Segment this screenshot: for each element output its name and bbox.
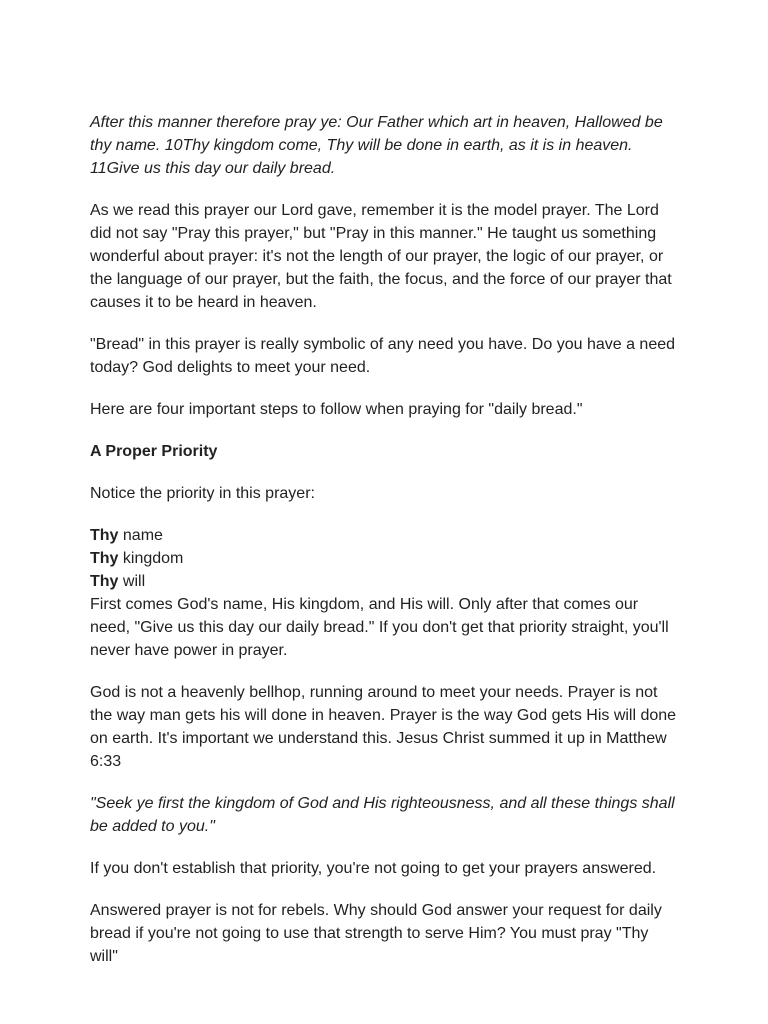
thy-rest: name [118, 527, 163, 544]
thy-bold: Thy [90, 573, 119, 590]
thy-list-item [90, 547, 680, 570]
thy-rest: will [118, 573, 146, 590]
paragraph-model-prayer: As we read this prayer our Lord gave, remember it is the model prayer. The Lord did not say "Pray this prayer," but "Pray in this manner." He taught us something wonderful about prayer: it's not the length of our prayer, the logic of our prayer, or the language of our prayer, but the faith, the focus, and the force of our prayer that causes it to be heard in heaven. [90, 202, 672, 311]
section-heading-proper-priority: A Proper Priority [90, 443, 218, 460]
document-page [90, 111, 680, 968]
paragraph-four-steps: Here are four important steps to follow when praying for "daily bread." [90, 401, 583, 418]
thy-bold: Thy [90, 527, 119, 544]
thy-list-item [90, 524, 680, 547]
paragraph-notice-priority: Notice the priority in this prayer: [90, 485, 315, 502]
quote-seek-first: "Seek ye first the kingdom of God and His righteousness, and all these things shall be added to you." [90, 795, 675, 835]
scripture-intro: After this manner therefore pray ye: Our Father which art in heaven, Hallowed be thy name. 10Thy kingdom come, Thy will be done in earth, as it is in heaven. 11Give us this day our daily bread. [90, 114, 663, 177]
paragraph-bread: "Bread" in this prayer is really symbolic of any need you have. Do you have a need today? God delights to meet your need. [90, 336, 676, 376]
paragraph-establish-priority: If you don't establish that priority, you're not going to get your prayers answered. [90, 860, 657, 877]
thy-bold: Thy [90, 550, 119, 567]
paragraph-bellhop: God is not a heavenly bellhop, running around to meet your needs. Prayer is not the way man gets his will done in heaven. Prayer is the way God gets His will done on earth. It's important we understand this. Jesus Christ summed it up in Matthew 6:33 [90, 684, 677, 770]
thy-rest: kingdom [118, 550, 184, 567]
paragraph-first-comes: First comes God's name, His kingdom, and His will. Only after that comes our need, "Give us this day our daily bread." If you don't get that priority straight, you'll never have power in prayer. [90, 596, 669, 659]
thy-list [90, 524, 680, 593]
paragraph-rebels: Answered prayer is not for rebels. Why should God answer your request for daily bread if you're not going to use that strength to serve Him? You must pray "Thy will" [90, 902, 662, 965]
thy-list-item [90, 570, 680, 593]
